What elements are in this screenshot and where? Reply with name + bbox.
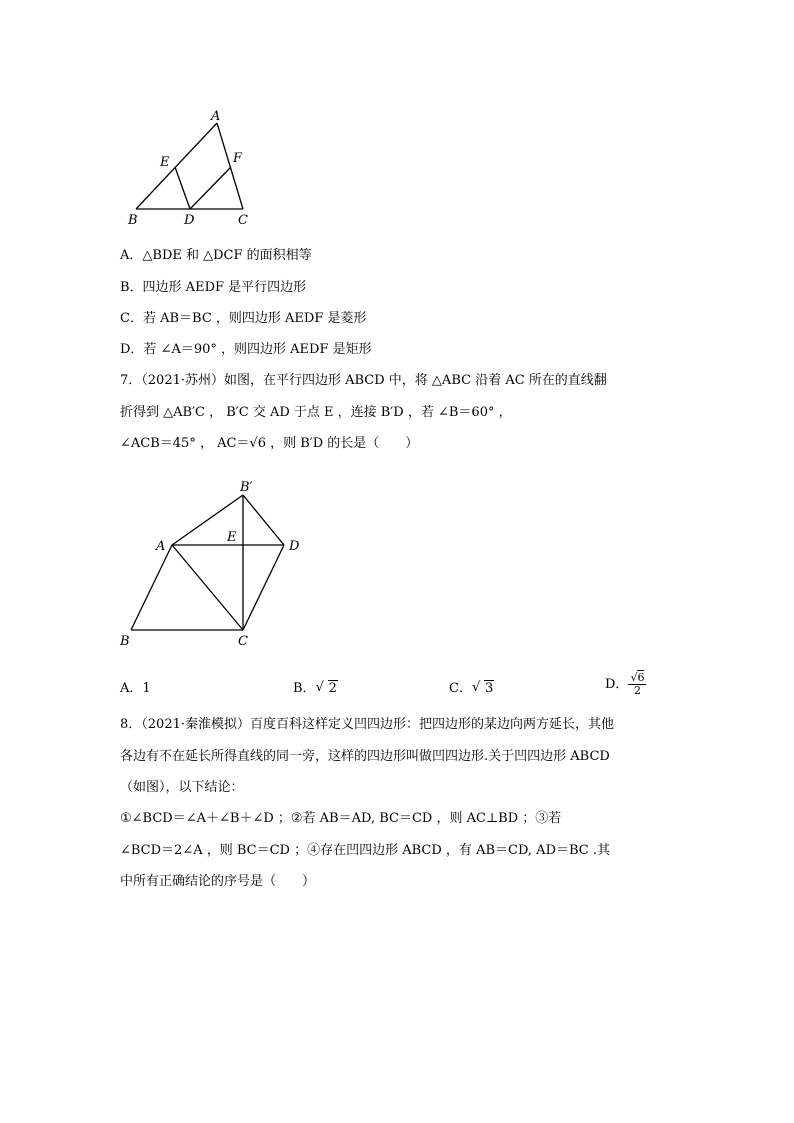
q6-option-b: B．四边形 AEDF 是平行四边形 [120, 280, 307, 295]
segment-b-prime-d [243, 495, 284, 545]
q7-option-c-prefix: C． [449, 681, 472, 696]
q8-line-4: ①∠BCD＝∠A＋∠B＋∠D ；②若 AB＝AD, BC＝CD ，则 AC⊥BD ；③若 [120, 811, 562, 826]
q7-option-b-prefix: B． [293, 681, 316, 696]
q7-option-d [605, 672, 646, 697]
q7-option-c-sqrt [472, 680, 494, 698]
q7-line-3: ∠ACB＝45° ， AC＝√6 ，则 B′D 的长是（ ） [120, 436, 419, 451]
q8-line-3: （如图），以下结论： [120, 780, 244, 795]
q7-option-c-radicand: 3 [484, 681, 494, 696]
q6-option-c: C．若 AB＝BC ，则四边形 AEDF 是菱形 [120, 311, 367, 326]
label-b-prime: B′ [240, 480, 253, 495]
segment-ac [217, 123, 243, 209]
label-e: E [160, 155, 170, 170]
segment-ac [172, 545, 243, 630]
label-c: C [238, 634, 248, 649]
q7-option-b-sqrt [316, 680, 338, 698]
segment-ab [131, 545, 172, 630]
label-a: A [211, 109, 221, 124]
figure-parallelogram-fold [110, 475, 320, 655]
segment-ab [136, 123, 217, 209]
segment-ed [175, 167, 190, 209]
q8-line-6: 中所有正确结论的序号是（ ） [120, 874, 316, 889]
q7-option-d-fraction: $\frac{√6}{2}$ [630, 671, 645, 697]
label-a: A [156, 539, 166, 554]
label-d: D [184, 213, 195, 228]
figure-triangle-aedf [120, 100, 270, 230]
q7-option-d-den: 2 [633, 684, 641, 697]
q7-line-1: 7．（2021·苏州）如图，在平行四边形 ABCD 中，将 △ABC 沿着 AC 所在的直线翻 [120, 373, 607, 388]
segment-df [190, 167, 231, 209]
q7-option-a [120, 680, 151, 698]
label-b: B [128, 213, 138, 228]
q8-line-2: 各边有不在延长所得直线的同一旁，这样的四边形叫做凹四边形.关于凹四边形 ABCD [120, 749, 610, 764]
q7-line-2: 折得到 △AB′C ， B′C 交 AD 于点 E ，连接 B′D ，若 ∠B＝60° ， [120, 405, 512, 420]
q7-option-d-num: 6 [637, 671, 645, 684]
q7-option-a-value: 1 [142, 681, 151, 696]
q7-option-b [293, 680, 338, 698]
label-f: F [233, 151, 243, 166]
q6-option-a: A．△BDE 和 △DCF 的面积相等 [120, 248, 312, 263]
q7-option-d-prefix: D． [605, 677, 629, 692]
q7-option-b-radicand: 2 [328, 681, 337, 696]
q8-line-1: 8．（2021·秦淮模拟）百度百科这样定义凹四边形：把四边形的某边向两方延长，其他 [120, 717, 614, 732]
label-c: C [238, 213, 248, 228]
label-e: E [227, 530, 237, 545]
q8-line-5: ∠BCD＝2∠A ，则 BC＝CD ；④存在凹四边形 ABCD ，有 AB＝CD, AD＝BC .其 [120, 843, 610, 858]
q6-option-d: D．若 ∠A＝90° ，则四边形 AEDF 是矩形 [120, 342, 372, 357]
label-b: B [120, 634, 130, 649]
label-d: D [289, 539, 300, 554]
q7-option-c [449, 680, 494, 698]
segment-dc [243, 545, 284, 630]
q7-option-a-prefix: A． [120, 681, 143, 696]
